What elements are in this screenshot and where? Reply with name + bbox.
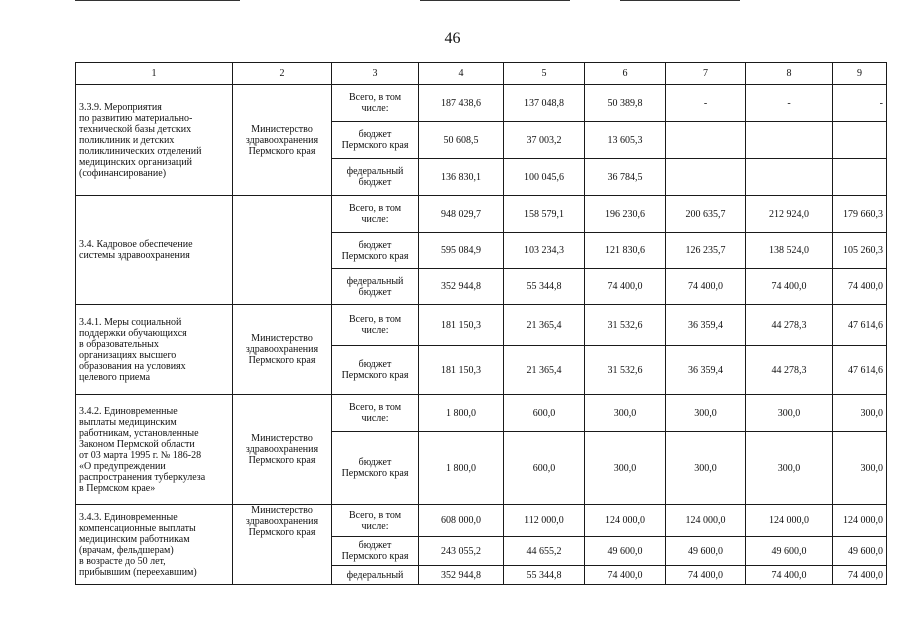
amount-cell: 49 600,0 <box>585 537 666 566</box>
amount-cell <box>833 122 887 159</box>
funding-source-cell: федеральный бюджет <box>332 269 419 305</box>
measure-name-cell: 3.4.2. Единовременные выплаты медицинским работникам, установленные Законом Пермской области от 03 марта 1995 г. № 186-28 «О предупреждении распространения туберкулеза в Пермском крае» <box>76 395 233 505</box>
measure-name-cell: 3.4.1. Меры социальной поддержки обучающихся в образовательных организациях высшего образования на условиях целевого приема <box>76 305 233 395</box>
amount-cell: 243 055,2 <box>419 537 504 566</box>
top-rule-center <box>420 0 570 1</box>
amount-cell: 49 600,0 <box>666 537 746 566</box>
amount-cell: 50 389,8 <box>585 85 666 122</box>
amount-cell: 124 000,0 <box>585 505 666 537</box>
amount-cell: 49 600,0 <box>833 537 887 566</box>
amount-cell: 49 600,0 <box>746 537 833 566</box>
executor-cell: Министерство здравоохранения Пермского края <box>233 395 332 505</box>
amount-cell: 21 365,4 <box>504 346 585 395</box>
funding-source-cell: бюджет Пермского края <box>332 122 419 159</box>
header-cell: 6 <box>585 63 666 85</box>
amount-cell: 74 400,0 <box>585 269 666 305</box>
amount-cell: 300,0 <box>666 432 746 505</box>
amount-cell: 74 400,0 <box>585 566 666 585</box>
amount-cell: 47 614,6 <box>833 346 887 395</box>
table-body <box>76 63 887 585</box>
amount-cell: 31 532,6 <box>585 346 666 395</box>
amount-cell: 179 660,3 <box>833 196 887 233</box>
amount-cell <box>746 122 833 159</box>
amount-cell: 13 605,3 <box>585 122 666 159</box>
amount-cell: 74 400,0 <box>833 566 887 585</box>
amount-cell: 55 344,8 <box>504 566 585 585</box>
header-cell: 1 <box>76 63 233 85</box>
amount-cell: 200 635,7 <box>666 196 746 233</box>
amount-cell: 44 278,3 <box>746 305 833 346</box>
amount-cell: 50 608,5 <box>419 122 504 159</box>
amount-cell: 181 150,3 <box>419 346 504 395</box>
amount-cell: 37 003,2 <box>504 122 585 159</box>
amount-cell <box>666 122 746 159</box>
amount-cell: 124 000,0 <box>833 505 887 537</box>
measure-name-cell: 3.3.9. Мероприятия по развитию материально- технической базы детских поликлиник и детских поликлинических отделений медицинских организаций (софинансирование) <box>76 85 233 196</box>
amount-cell: 300,0 <box>746 395 833 432</box>
amount-cell: 608 000,0 <box>419 505 504 537</box>
funding-source-cell: Всего, в том числе: <box>332 505 419 537</box>
header-cell: 7 <box>666 63 746 85</box>
amount-cell: 300,0 <box>833 395 887 432</box>
amount-cell: - <box>746 85 833 122</box>
amount-cell <box>746 159 833 196</box>
header-row <box>76 63 887 85</box>
amount-cell: 948 029,7 <box>419 196 504 233</box>
header-cell: 2 <box>233 63 332 85</box>
amount-cell: 74 400,0 <box>833 269 887 305</box>
amount-cell: 600,0 <box>504 395 585 432</box>
amount-cell: 121 830,6 <box>585 233 666 269</box>
amount-cell: 74 400,0 <box>666 269 746 305</box>
amount-cell: - <box>833 85 887 122</box>
table-row <box>76 196 887 233</box>
amount-cell: 137 048,8 <box>504 85 585 122</box>
amount-cell: 36 784,5 <box>585 159 666 196</box>
amount-cell: 44 655,2 <box>504 537 585 566</box>
amount-cell: 595 084,9 <box>419 233 504 269</box>
executor-cell: Министерство здравоохранения Пермского края <box>233 505 332 585</box>
amount-cell: 300,0 <box>666 395 746 432</box>
amount-cell: 212 924,0 <box>746 196 833 233</box>
amount-cell: 181 150,3 <box>419 305 504 346</box>
executor-cell <box>233 196 332 305</box>
amount-cell: 124 000,0 <box>746 505 833 537</box>
measure-name-cell: 3.4. Кадровое обеспечение системы здравоохранения <box>76 196 233 305</box>
amount-cell: 126 235,7 <box>666 233 746 269</box>
funding-source-cell: федеральный бюджет <box>332 159 419 196</box>
amount-cell: 105 260,3 <box>833 233 887 269</box>
header-cell: 4 <box>419 63 504 85</box>
amount-cell <box>666 159 746 196</box>
amount-cell: 74 400,0 <box>746 269 833 305</box>
funding-source-cell: бюджет Пермского края <box>332 432 419 505</box>
amount-cell: 136 830,1 <box>419 159 504 196</box>
table-row <box>76 305 887 346</box>
top-rule-right <box>620 0 740 1</box>
program-financing-table <box>75 62 887 585</box>
amount-cell: 300,0 <box>585 395 666 432</box>
header-cell: 8 <box>746 63 833 85</box>
amount-cell: 187 438,6 <box>419 85 504 122</box>
amount-cell: 55 344,8 <box>504 269 585 305</box>
table-row <box>76 505 887 537</box>
amount-cell: 47 614,6 <box>833 305 887 346</box>
amount-cell: 352 944,8 <box>419 566 504 585</box>
measure-name-cell: 3.4.3. Единовременные компенсационные выплаты медицинским работникам (врачам, фельдшерам) в возрасте до 50 лет, прибывшим (переехавшим) <box>76 505 233 585</box>
amount-cell: 112 000,0 <box>504 505 585 537</box>
funding-source-cell: Всего, в том числе: <box>332 395 419 432</box>
amount-cell: 21 365,4 <box>504 305 585 346</box>
header-cell: 9 <box>833 63 887 85</box>
funding-source-cell: Всего, в том числе: <box>332 85 419 122</box>
amount-cell: 600,0 <box>504 432 585 505</box>
amount-cell: 138 524,0 <box>746 233 833 269</box>
amount-cell: 196 230,6 <box>585 196 666 233</box>
amount-cell: 74 400,0 <box>666 566 746 585</box>
amount-cell: 1 800,0 <box>419 432 504 505</box>
amount-cell: 158 579,1 <box>504 196 585 233</box>
amount-cell: 74 400,0 <box>746 566 833 585</box>
funding-source-cell: бюджет Пермского края <box>332 346 419 395</box>
amount-cell: 103 234,3 <box>504 233 585 269</box>
executor-cell: Министерство здравоохранения Пермского края <box>233 85 332 196</box>
page-number: 46 <box>444 30 461 47</box>
funding-source-cell: федеральный <box>332 566 419 585</box>
amount-cell: 124 000,0 <box>666 505 746 537</box>
executor-cell: Министерство здравоохранения Пермского края <box>233 305 332 395</box>
table-row <box>76 395 887 432</box>
funding-source-cell: бюджет Пермского края <box>332 537 419 566</box>
funding-source-cell: Всего, в том числе: <box>332 305 419 346</box>
top-rule-left <box>75 0 240 1</box>
funding-source-cell: Всего, в том числе: <box>332 196 419 233</box>
amount-cell: 300,0 <box>833 432 887 505</box>
amount-cell: 44 278,3 <box>746 346 833 395</box>
amount-cell: - <box>666 85 746 122</box>
header-cell: 3 <box>332 63 419 85</box>
amount-cell: 352 944,8 <box>419 269 504 305</box>
amount-cell: 36 359,4 <box>666 346 746 395</box>
table-row <box>76 85 887 122</box>
amount-cell <box>833 159 887 196</box>
header-cell: 5 <box>504 63 585 85</box>
amount-cell: 300,0 <box>746 432 833 505</box>
amount-cell: 36 359,4 <box>666 305 746 346</box>
amount-cell: 31 532,6 <box>585 305 666 346</box>
amount-cell: 1 800,0 <box>419 395 504 432</box>
amount-cell: 300,0 <box>585 432 666 505</box>
funding-source-cell: бюджет Пермского края <box>332 233 419 269</box>
amount-cell: 100 045,6 <box>504 159 585 196</box>
